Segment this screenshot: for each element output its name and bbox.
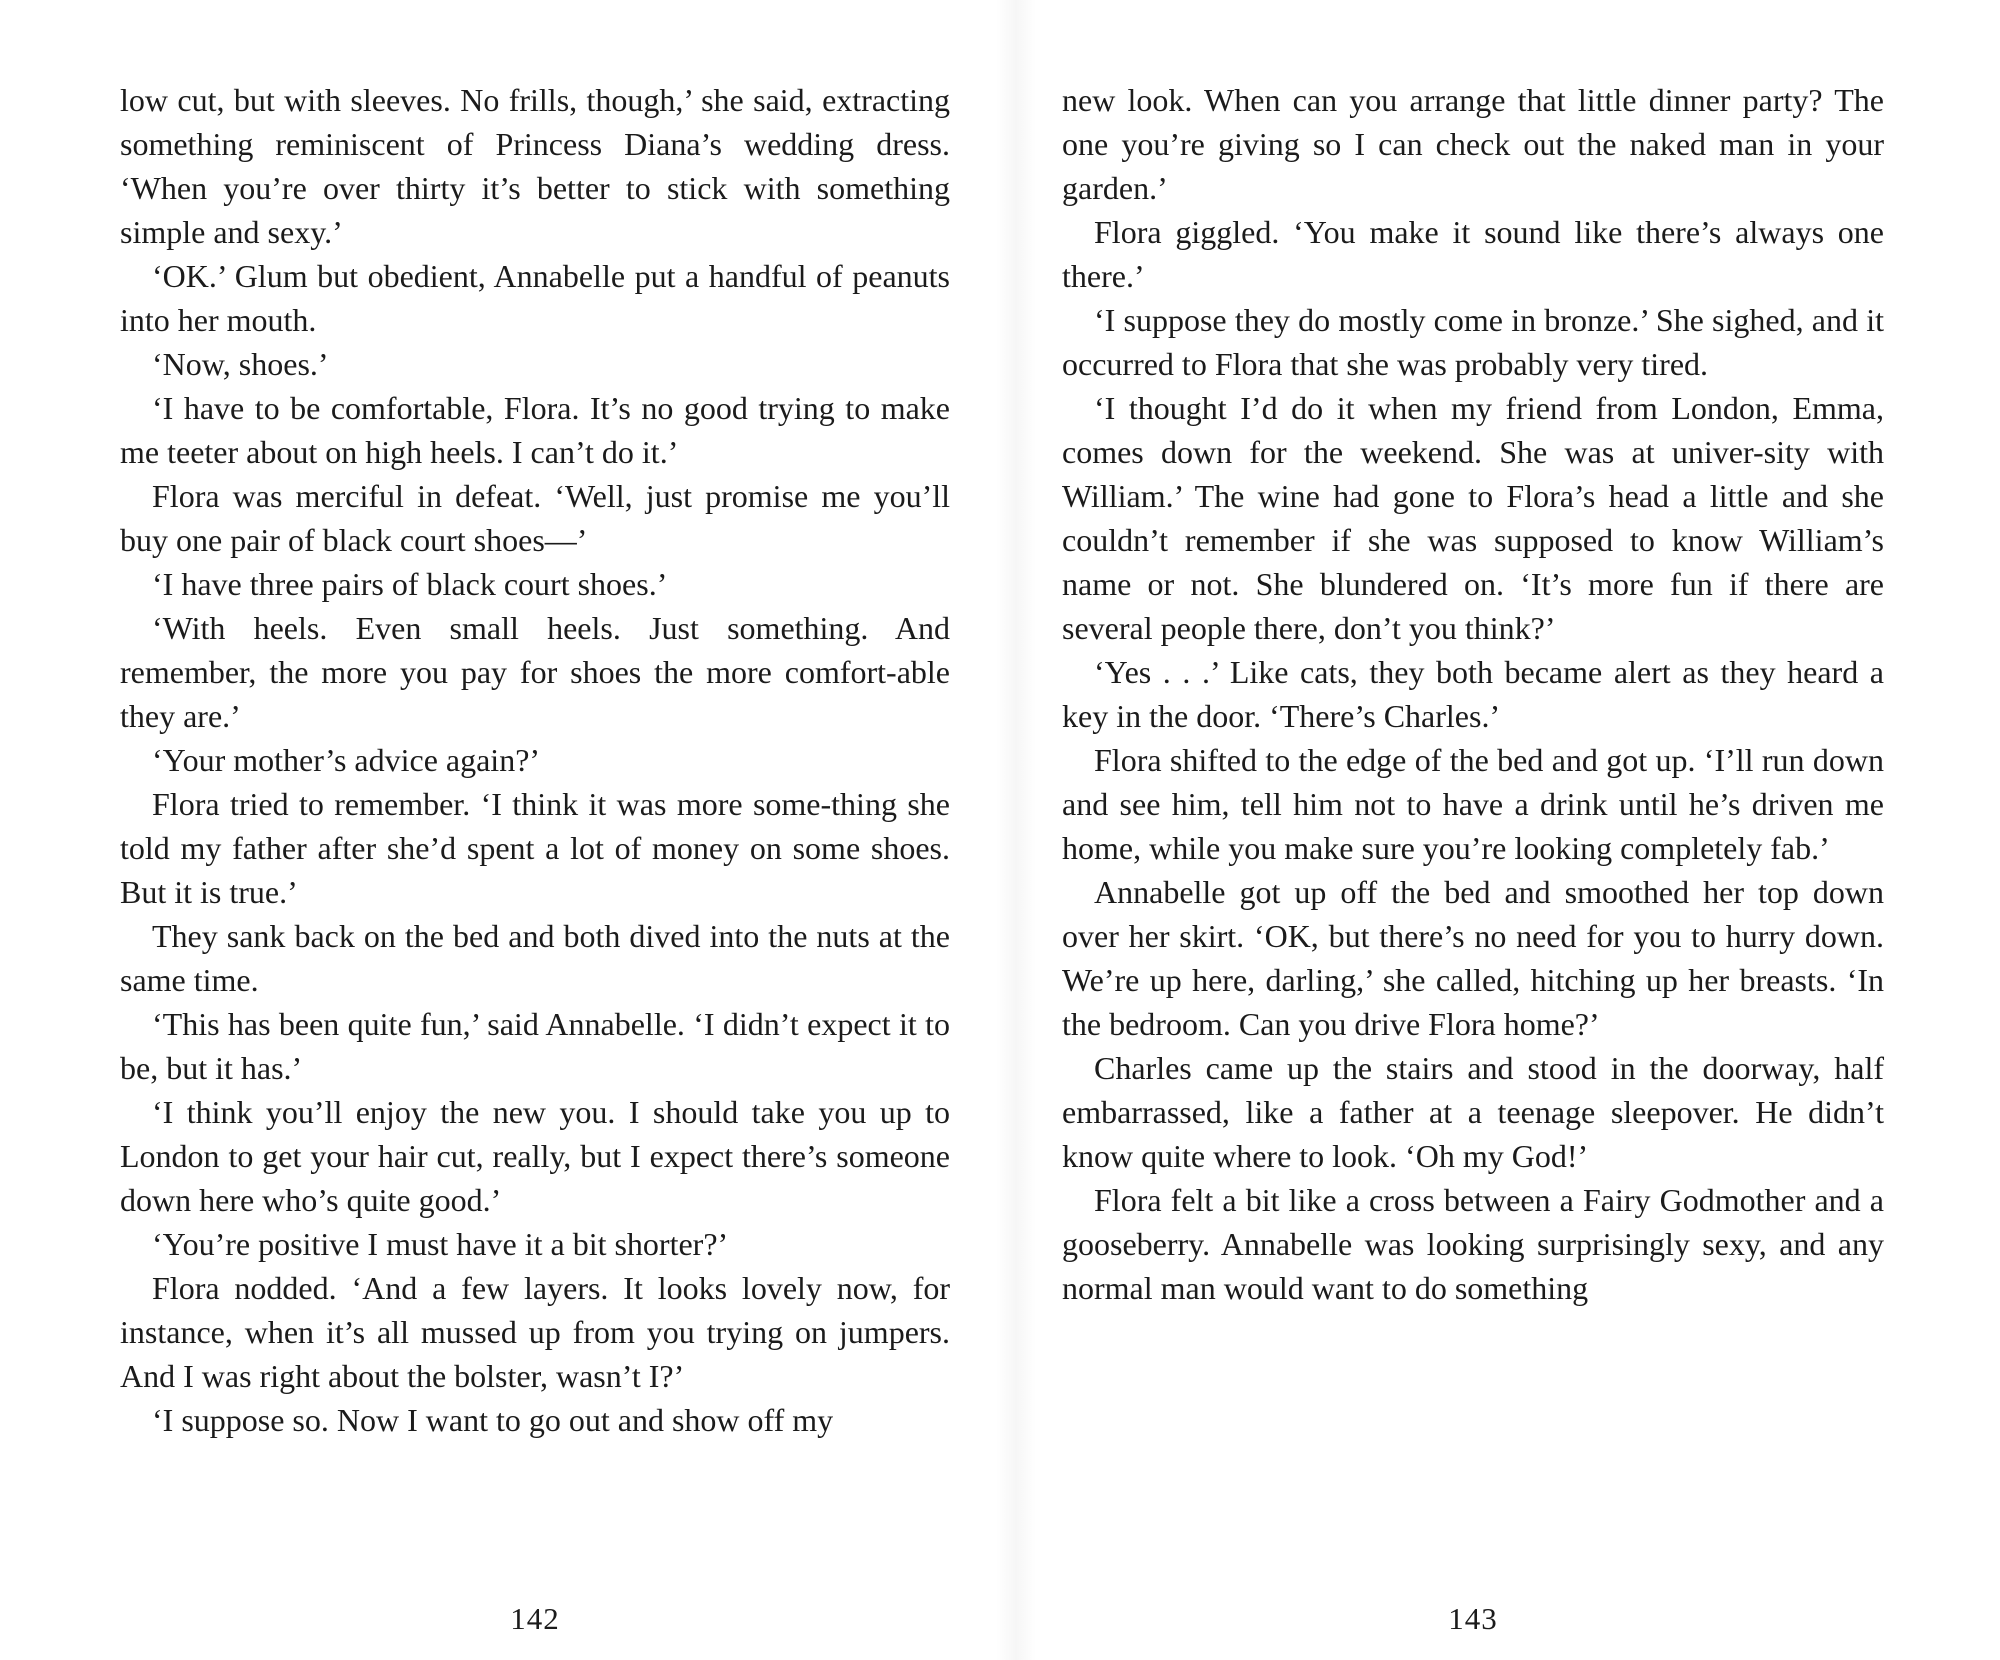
paragraph: ‘I thought I’d do it when my friend from London, Emma, comes down for the weekend. She was at univer-sity with William.’ The wine had gone to Flora’s head a little and she couldn’t remember if she was supposed to know William’s name or not. She blundered on. ‘It’s more fun if there are several people there, don’t you think?’ [1062,390,1884,646]
paragraph: Annabelle got up off the bed and smoothed her top down over her skirt. ‘OK, but there’s no need for you to hurry down. We’re up here, darling,’ she called, hitching up her breasts. ‘In the bedroom. Can you drive Flora home?’ [1062,874,1884,1042]
paragraph: ‘Yes . . .’ Like cats, they both became alert as they heard a key in the door. ‘There’s Charles.’ [1062,654,1884,734]
paragraph: ‘I suppose they do mostly come in bronze.’ She sighed, and it occurred to Flora that she was probably very tired. [1062,302,1884,382]
book-gutter [996,0,1036,1660]
left-page [120,78,950,1636]
paragraph: ‘I have to be comfortable, Flora. It’s no good trying to make me teeter about on high heels. I can’t do it.’ [120,390,950,470]
paragraph: ‘I have three pairs of black court shoes.’ [152,566,668,602]
right-page-text [1062,78,1884,1310]
paragraph: ‘This has been quite fun,’ said Annabelle. ‘I didn’t expect it to be, but it has.’ [120,1006,950,1086]
paragraph: Charles came up the stairs and stood in the doorway, half embarrassed, like a father at a teenage sleepover. He didn’t know quite where to look. ‘Oh my God!’ [1062,1050,1884,1174]
paragraph: ‘Your mother’s advice again?’ [152,742,541,778]
paragraph: Flora nodded. ‘And a few layers. It looks lovely now, for instance, when it’s all mussed up from you trying on jumpers. And I was right about the bolster, wasn’t I?’ [120,1270,950,1394]
paragraph: ‘With heels. Even small heels. Just something. And remember, the more you pay for shoes the more comfort-able they are.’ [120,610,950,734]
right-page [1062,78,1884,1636]
paragraph: Flora was merciful in defeat. ‘Well, just promise me you’ll buy one pair of black court shoes—’ [120,478,950,558]
paragraph: low cut, but with sleeves. No frills, though,’ she said, extracting something reminiscent of Princess Diana’s wedding dress. ‘When you’re over thirty it’s better to stick with something simple and sexy.’ [120,82,950,250]
paragraph: ‘OK.’ Glum but obedient, Annabelle put a handful of peanuts into her mouth. [120,258,950,338]
page-number: 143 [1448,1601,1498,1636]
paragraph: ‘I suppose so. Now I want to go out and show off my [152,1402,834,1438]
paragraph: Flora shifted to the edge of the bed and got up. ‘I’ll run down and see him, tell him not to have a drink until he’s driven me home, while you make sure you’re looking completely fab.’ [1062,742,1884,866]
paragraph: Flora felt a bit like a cross between a Fairy Godmother and a gooseberry. Annabelle was looking surprisingly sexy, and any normal man would want to do something [1062,1182,1884,1306]
paragraph: Flora giggled. ‘You make it sound like there’s always one there.’ [1062,214,1884,294]
paragraph: ‘Now, shoes.’ [152,346,329,382]
paragraph: ‘I think you’ll enjoy the new you. I should take you up to London to get your hair cut, really, but I expect there’s someone down here who’s quite good.’ [120,1094,950,1218]
page-number: 142 [510,1601,560,1636]
paragraph: Flora tried to remember. ‘I think it was more some-thing she told my father after she’d spent a lot of money on some shoes. But it is true.’ [120,786,950,910]
paragraph: new look. When can you arrange that little dinner party? The one you’re giving so I can check out the naked man in your garden.’ [1062,82,1884,206]
paragraph: They sank back on the bed and both dived into the nuts at the same time. [120,918,950,998]
paragraph: ‘You’re positive I must have it a bit shorter?’ [152,1226,729,1262]
left-page-text [120,78,950,1442]
